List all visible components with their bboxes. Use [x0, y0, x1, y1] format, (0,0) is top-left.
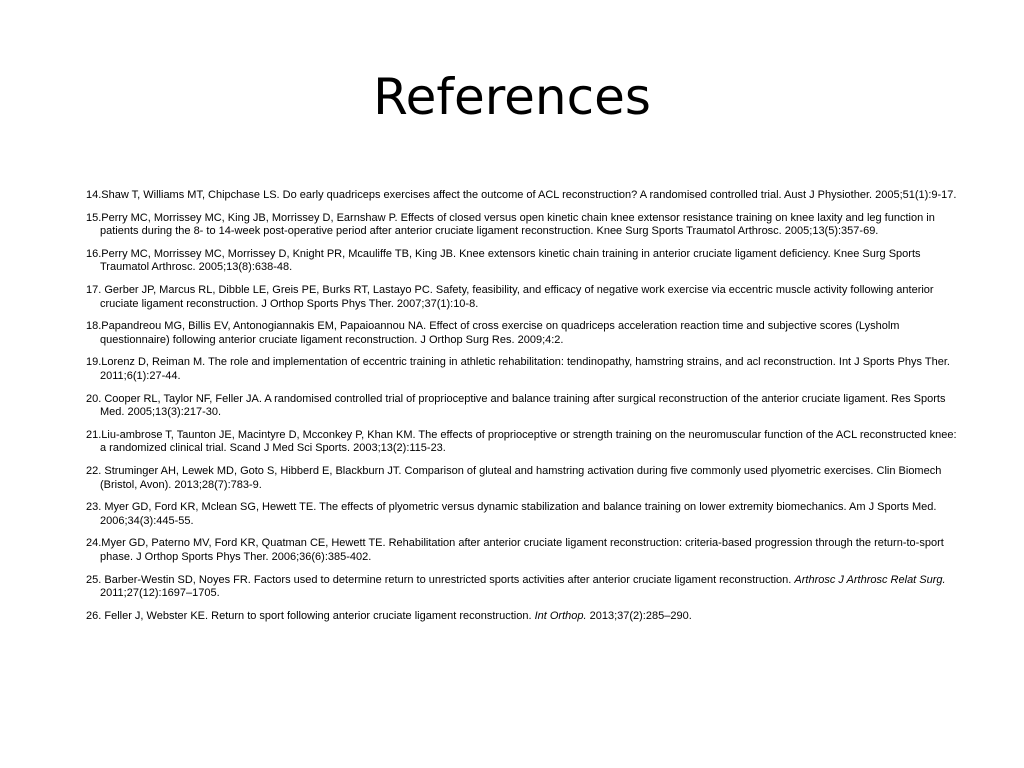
- reference-text: Feller J, Webster KE. Return to sport following anterior cruciate ligament reconstruction.: [104, 609, 535, 622]
- reference-item: [86, 248, 964, 275]
- reference-number: 14.: [86, 189, 102, 201]
- reference-item: [86, 465, 964, 492]
- reference-number: 22.: [86, 465, 105, 477]
- reference-number: 19.: [86, 356, 102, 369]
- reference-text: Papandreou MG, Billis EV, Antonogiannakis EM, Papaioannou NA. Effect of cross exercise on quadriceps acceleration reaction time and subjective scores (Lysholm questionnaire) following anterior cruciate ligament reconstruction. J Orthop Surg Res. 2009;4:2.: [100, 320, 900, 346]
- reference-number: 17.: [86, 284, 105, 297]
- slide-title: References: [373, 68, 651, 126]
- reference-text: Cooper RL, Taylor NF, Feller JA. A randomised controlled trial of proprioceptive and balance training after surgical reconstruction of the anterior cruciate ligament. Res Sports Med. 2005;13(3):217-30.: [100, 392, 946, 419]
- reference-text: Shaw T, Williams MT, Chipchase LS. Do early quadriceps exercises affect the outcome of ACL reconstruction? A randomised controlled trial. Aust J Physiother. 2005;51(1):9-17.: [101, 189, 957, 201]
- reference-item: [86, 429, 964, 456]
- reference-journal: Int Orthop.: [534, 609, 587, 622]
- reference-item: [86, 212, 964, 239]
- reference-item: [86, 393, 964, 420]
- reference-item: [86, 610, 964, 624]
- reference-tail: 2011;27(12):1697–1705.: [100, 587, 220, 600]
- reference-text: Struminger AH, Lewek MD, Goto S, Hibberd E, Blackburn JT. Comparison of gluteal and hamstring activation during five commonly used plyometric exercises. Clin Biomech (Bristol, Avon). 2013;28(7):783-9.: [100, 465, 942, 491]
- reference-text: Lorenz D, Reiman M. The role and implementation of eccentric training in athletic rehabilitation: tendinopathy, hamstring strains, and acl reconstruction. Int J Sports Phys Ther. 2011;6(1):27-44.: [100, 356, 950, 382]
- reference-number: 26.: [86, 609, 105, 622]
- reference-text: Myer GD, Paterno MV, Ford KR, Quatman CE, Hewett TE. Rehabilitation after anterior cruciate ligament reconstruction: criteria-based progression through the return-to-sport phase. J Orthop Sports Phys Ther. 2006;36(6):385-402.: [100, 537, 944, 563]
- reference-number: 20.: [86, 392, 105, 405]
- reference-number: 23.: [86, 501, 105, 514]
- reference-item: [86, 501, 964, 528]
- reference-journal: Arthrosc J Arthrosc Relat Surg.: [794, 573, 946, 586]
- reference-text: Perry MC, Morrissey MC, King JB, Morrissey D, Earnshaw P. Effects of closed versus open kinetic chain knee extensor resistance training on knee laxity and leg function in patients during the 8- to 14-week post-operative period after anterior cruciate ligament reconstruction. Knee Surg Sports Traumatol Arthrosc. 2005;13(5):357-69.: [100, 211, 935, 238]
- reference-list: [86, 189, 964, 632]
- reference-number: 21.: [86, 428, 102, 441]
- reference-item: [86, 284, 964, 311]
- reference-number: 24.: [86, 537, 102, 550]
- reference-item: [86, 189, 964, 203]
- reference-item: [86, 574, 964, 601]
- reference-item: [86, 356, 964, 383]
- reference-number: 15.: [86, 211, 102, 224]
- reference-item: [86, 320, 964, 347]
- reference-text: Liu-ambrose T, Taunton JE, Macintyre D, Mcconkey P, Khan KM. The effects of proprioceptive or strength training on the neuromuscular function of the ACL reconstructed knee: a randomized clinical trial. Scand J Med Sci Sports. 2003;13(2):115-23.: [100, 428, 957, 455]
- reference-text: Barber-Westin SD, Noyes FR. Factors used to determine return to unrestricted sports activities after anterior cruciate ligament reconstruction.: [104, 573, 795, 586]
- reference-text: Myer GD, Ford KR, Mclean SG, Hewett TE. The effects of plyometric versus dynamic stabilization and balance training on lower extremity biomechanics. Am J Sports Med. 2006;34(3):445-55.: [100, 501, 937, 527]
- reference-tail: 2013;37(2):285–290.: [586, 609, 692, 622]
- reference-item: [86, 537, 964, 564]
- reference-text: Perry MC, Morrissey MC, Morrissey D, Knight PR, Mcauliffe TB, King JB. Knee extensors kinetic chain training in anterior cruciate ligament deficiency. Knee Surg Sports Traumatol Arthrosc. 2005;13(8):638-48.: [100, 247, 921, 274]
- reference-number: 18.: [86, 320, 102, 333]
- reference-text: Gerber JP, Marcus RL, Dibble LE, Greis PE, Burks RT, Lastayo PC. Safety, feasibility, and efficacy of negative work exercise via eccentric muscle activity following anterior cruciate ligament reconstruction. J Orthop Sports Phys Ther. 2007;37(1):10-8.: [100, 284, 934, 310]
- reference-number: 16.: [86, 247, 102, 260]
- reference-number: 25.: [86, 573, 105, 586]
